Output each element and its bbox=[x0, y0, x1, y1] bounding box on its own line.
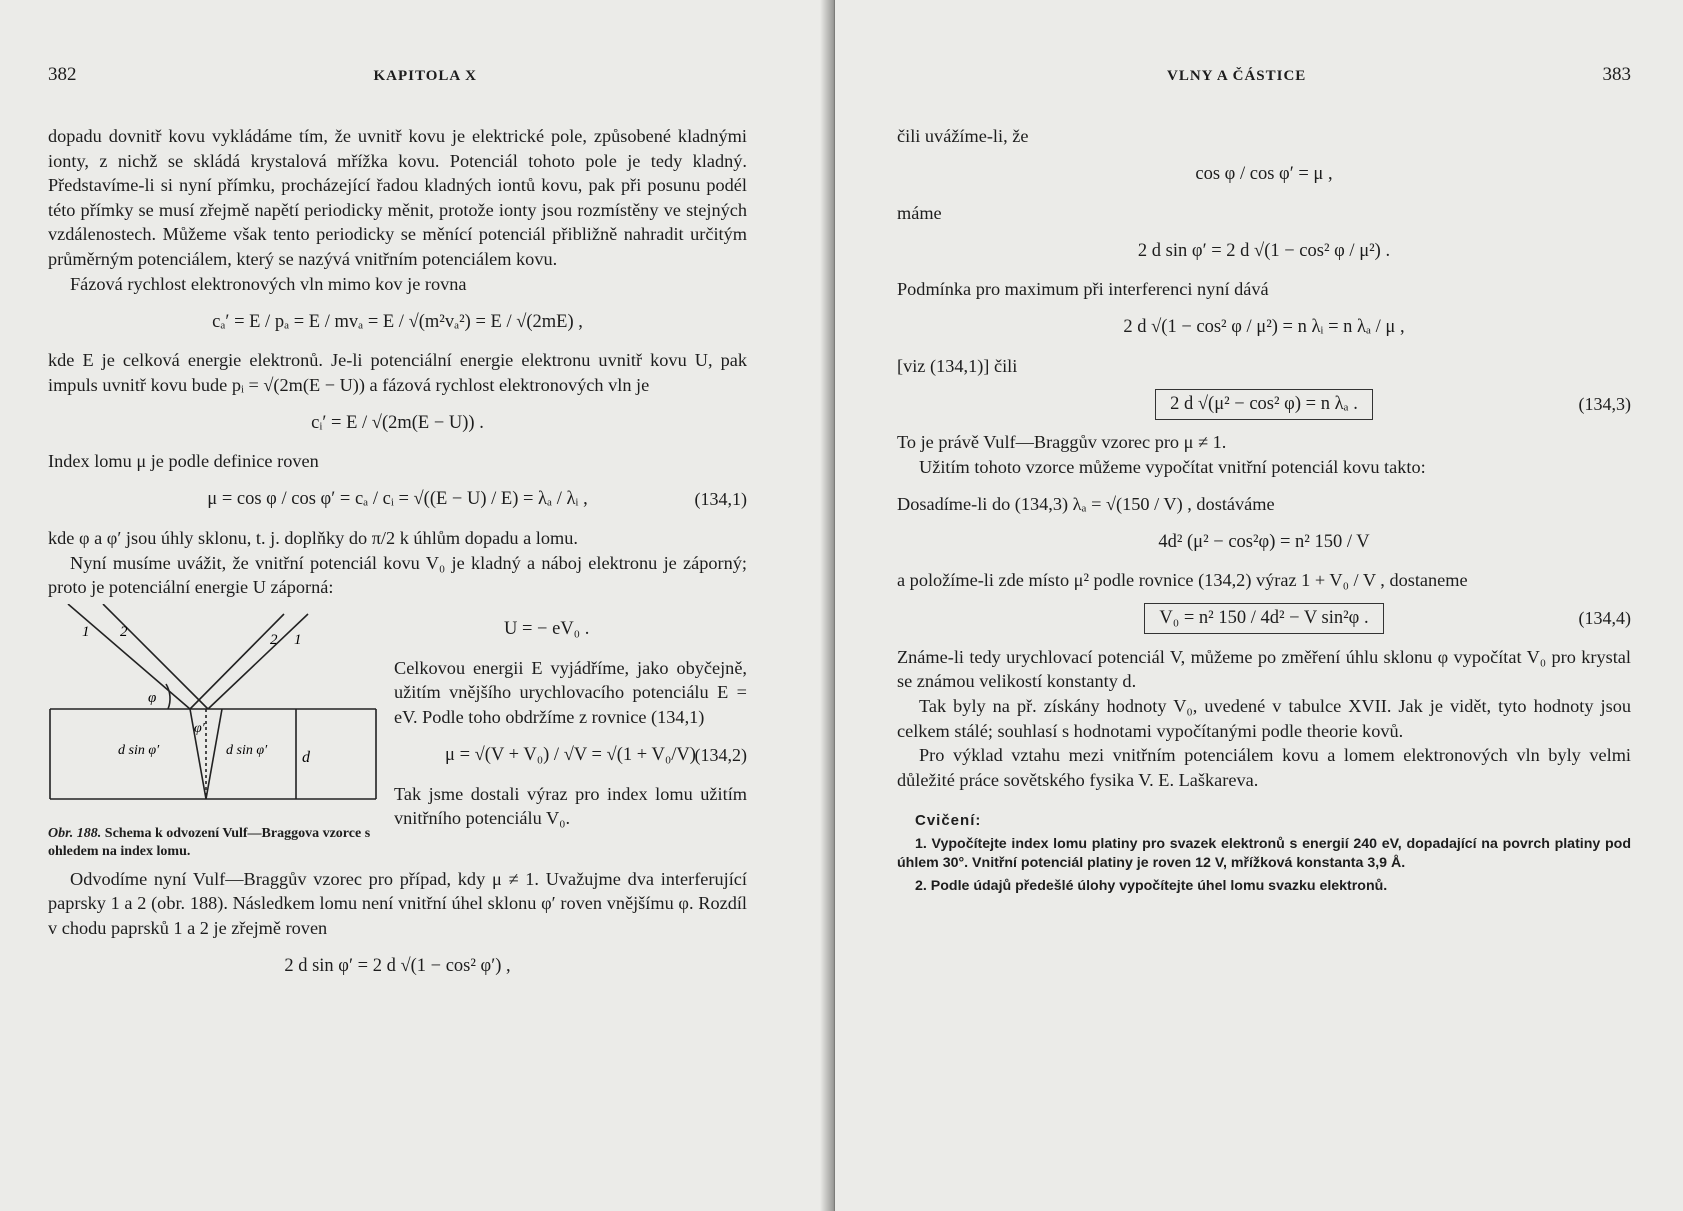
right-para-3: Podmínka pro maximum při interferenci nyní dává bbox=[897, 279, 1269, 300]
left-para-8: Tak jsme dostali výraz pro index lomu užitím vnitřního potenciálu V₀. bbox=[394, 783, 747, 829]
right-eq-6-number: (134,4) bbox=[1578, 608, 1631, 629]
fig-label-dsin-right: d sin φ′ bbox=[226, 742, 268, 758]
angle-phi-arc bbox=[166, 684, 170, 709]
exercises-title: Cvičení: bbox=[915, 812, 982, 830]
right-eq-inner-potential bbox=[897, 599, 1631, 639]
exercise-1: 1. Vypočítejte index lomu platiny pro svazek elektronů s energií 240 eV, dopadající na povrch platiny pod úhlem 30°. Vnitřní potenciál platiny je roven 12 V, mřížková konstanta 3,9 Å. bbox=[897, 836, 1631, 872]
left-para-1: dopadu dovnitř kovu vykládáme tím, že uvnitř kovu je elektrické pole, způsobené kladnými ionty, z nichž se skládá krystalová mřížka kovu. Potenciál tohoto pole je tedy kladný. Představíme-li si nyní přímku, procházející řadou kladných iontů kovu, pak při posunu podél této přímky se musí zřejmě napětí periodicky měnit, protože ionty jsou rozmístěny ve stejných vzdálenostech. Můžeme však tento periodicky se měnící potenciál přibližně nahradit určitým průměrným potenciálem, který se nazývá vnitřním potenciálem kovu. bbox=[48, 126, 747, 269]
left-page-number: 382 bbox=[48, 64, 77, 85]
right-eq-vulf-bragg bbox=[897, 384, 1631, 424]
fig-label-dsin-left: d sin φ′ bbox=[118, 742, 160, 758]
fig-label-phi-prime: φ′ bbox=[194, 720, 205, 736]
right-para-4: [viz (134,1)] čili bbox=[897, 355, 1018, 376]
fig-label-2: 2 bbox=[120, 623, 128, 640]
right-para-5: To je právě Vulf—Braggův vzorec pro μ ≠ 1. bbox=[897, 432, 1227, 453]
right-para-11: Pro výklad vztahu mezi vnitřním potenciálem kovu a lomem elektronových vln byly velmi důležité práce sovětského fysika V. E. Laškareva. bbox=[897, 745, 1631, 790]
left-para-6: Nyní musíme uvážit, že vnitřní potenciál kovu V₀ je kladný a náboj elektronu je záporný; proto je potenciální energie U záporná: bbox=[48, 552, 747, 598]
exercise-2: 2. Podle údajů předešlé úlohy vypočítejte úhel lomu svazku elektronů. bbox=[915, 878, 1388, 895]
right-para-8: a položíme-li zde místo μ² podle rovnice (134,2) výraz 1 + V₀ / V , dostaneme bbox=[897, 570, 1468, 591]
left-eq-6: 2 d sin φ′ = 2 d √(1 − cos² φ′) , bbox=[284, 956, 511, 976]
figure-188-diagram bbox=[48, 604, 378, 814]
left-eq-2: cᵢ′ = E / √(2m(E − U)) . bbox=[311, 412, 484, 433]
left-eq-5: μ = √(V + V₀) / √V = √(1 + V₀/V) bbox=[445, 745, 696, 765]
ray-1-incident bbox=[68, 604, 190, 709]
right-eq-sin-phi-prime bbox=[897, 231, 1631, 271]
left-para-2: Fázová rychlost elektronových vln mimo kov je rovna bbox=[70, 273, 467, 294]
figure-row bbox=[48, 604, 747, 861]
left-eq-index-vs-potential bbox=[394, 736, 747, 776]
right-page bbox=[835, 0, 1683, 1211]
right-para-6: Užitím tohoto vzorce můžeme vypočítat vnitřní potenciál kovu takto: bbox=[919, 456, 1426, 477]
ray-1-reflected bbox=[190, 614, 284, 709]
fig-label-1-reflected: 1 bbox=[294, 631, 302, 648]
right-eq-1: cos φ / cos φ′ = μ , bbox=[1195, 164, 1333, 185]
figure-caption-text: Schema k odvození Vulf—Braggova vzorce s ohledem na index lomu. bbox=[48, 825, 371, 859]
left-eq-5-number: (134,2) bbox=[694, 745, 747, 765]
right-eq-3: 2 d √(1 − cos² φ / μ²) = n λᵢ = n λₐ / μ , bbox=[1123, 317, 1405, 338]
right-para-2: máme bbox=[897, 202, 942, 223]
ray-refracted-up bbox=[206, 709, 222, 799]
figure-188 bbox=[48, 604, 378, 861]
right-running-head bbox=[897, 64, 1631, 86]
figure-side-text bbox=[394, 604, 747, 861]
right-eq-substituted bbox=[897, 522, 1631, 562]
right-eq-6: V₀ = n² 150 / 4d² − V sin²φ . bbox=[1144, 603, 1383, 634]
right-eq-4-number: (134,3) bbox=[1578, 393, 1631, 414]
fig-label-d: d bbox=[302, 748, 310, 766]
left-page bbox=[0, 0, 835, 1211]
left-eq-refraction-index bbox=[48, 480, 747, 520]
left-eq-4: U = − eV₀ . bbox=[504, 619, 590, 640]
left-para-7: Celkovou energii E vyjádříme, jako obyčejně, užitím vnějšího urychlovacího potenciálu E = eV. Podle toho obdržíme z rovnice (134,1) bbox=[394, 657, 747, 727]
right-eq-5: 4d² (μ² − cos²φ) = n² 150 / V bbox=[1158, 531, 1370, 552]
fig-label-phi: φ bbox=[148, 689, 157, 706]
left-eq-phase-velocity-outside bbox=[48, 302, 747, 342]
right-running-title: VLNY A ČÁSTICE bbox=[1167, 68, 1307, 84]
figure-caption bbox=[48, 825, 378, 861]
fig-label-1: 1 bbox=[82, 623, 90, 640]
left-para-3: kde E je celková energie elektronů. Je-li potenciální energie elektronu uvnitř kovu U, pak impuls uvnitř kovu bude pᵢ = √(2m(E − U)) a fázová rychlost elektronových vln je bbox=[48, 350, 747, 395]
right-eq-2: 2 d sin φ′ = 2 d √(1 − cos² φ / μ²) . bbox=[1137, 240, 1391, 261]
left-eq-1: cₐ′ = E / pₐ = E / mvₐ = E / √(m²vₐ²) = E / √(2mE) , bbox=[212, 311, 583, 332]
left-eq-path-difference bbox=[48, 947, 747, 987]
right-eq-cos-ratio bbox=[897, 155, 1631, 195]
left-para-4: Index lomu μ je podle definice roven bbox=[48, 451, 319, 472]
right-para-7: Dosadíme-li do (134,3) λₐ = √(150 / V) , dostáváme bbox=[897, 493, 1275, 514]
right-para-10: Tak byly na př. získány hodnoty V₀, uvedené v tabulce XVII. Jak je vidět, tyto hodnoty jsou celkem stálé; souhlasí s hodnotami vypočítanými podle theorie kovů. bbox=[897, 695, 1631, 741]
left-eq-3-number: (134,1) bbox=[694, 489, 747, 510]
right-page-number: 383 bbox=[1602, 64, 1631, 85]
left-para-9: Odvodíme nyní Vulf—Braggův vzorec pro případ, kdy μ ≠ 1. Uvažujme dva interferující paprsky 1 a 2 (obr. 188). Následkem lomu není vnitřní úhel sklonu φ′ roven vnějšímu φ. Rozdíl v chodu paprsků 1 a 2 je zřejmě roven bbox=[48, 868, 747, 938]
fig-label-2-reflected: 2 bbox=[270, 631, 278, 648]
ray-2-reflected bbox=[208, 614, 308, 709]
exercises-section bbox=[897, 812, 1631, 896]
left-running-title: KAPITOLA X bbox=[373, 68, 477, 84]
left-para-5: kde φ a φ′ jsou úhly sklonu, t. j. doplňky do π/2 k úhlům dopadu a lomu. bbox=[48, 527, 578, 548]
left-eq-phase-velocity-inside bbox=[48, 403, 747, 443]
right-eq-4: 2 d √(μ² − cos² φ) = n λₐ . bbox=[1155, 389, 1373, 420]
right-eq-maximum-condition bbox=[897, 308, 1631, 348]
right-para-9: Známe-li tedy urychlovací potenciál V, můžeme po změření úhlu sklonu φ vypočítat V₀ pro krystal se známou velikostí konstanty d. bbox=[897, 646, 1631, 692]
left-eq-3: μ = cos φ / cos φ′ = cₐ / cᵢ = √((E − U) / E) = λₐ / λᵢ , bbox=[207, 489, 588, 510]
figure-label: Obr. 188. bbox=[48, 825, 102, 841]
right-para-1: čili uvážíme-li, že bbox=[897, 126, 1029, 146]
left-eq-potential-energy bbox=[504, 610, 747, 650]
left-running-head bbox=[48, 64, 747, 86]
